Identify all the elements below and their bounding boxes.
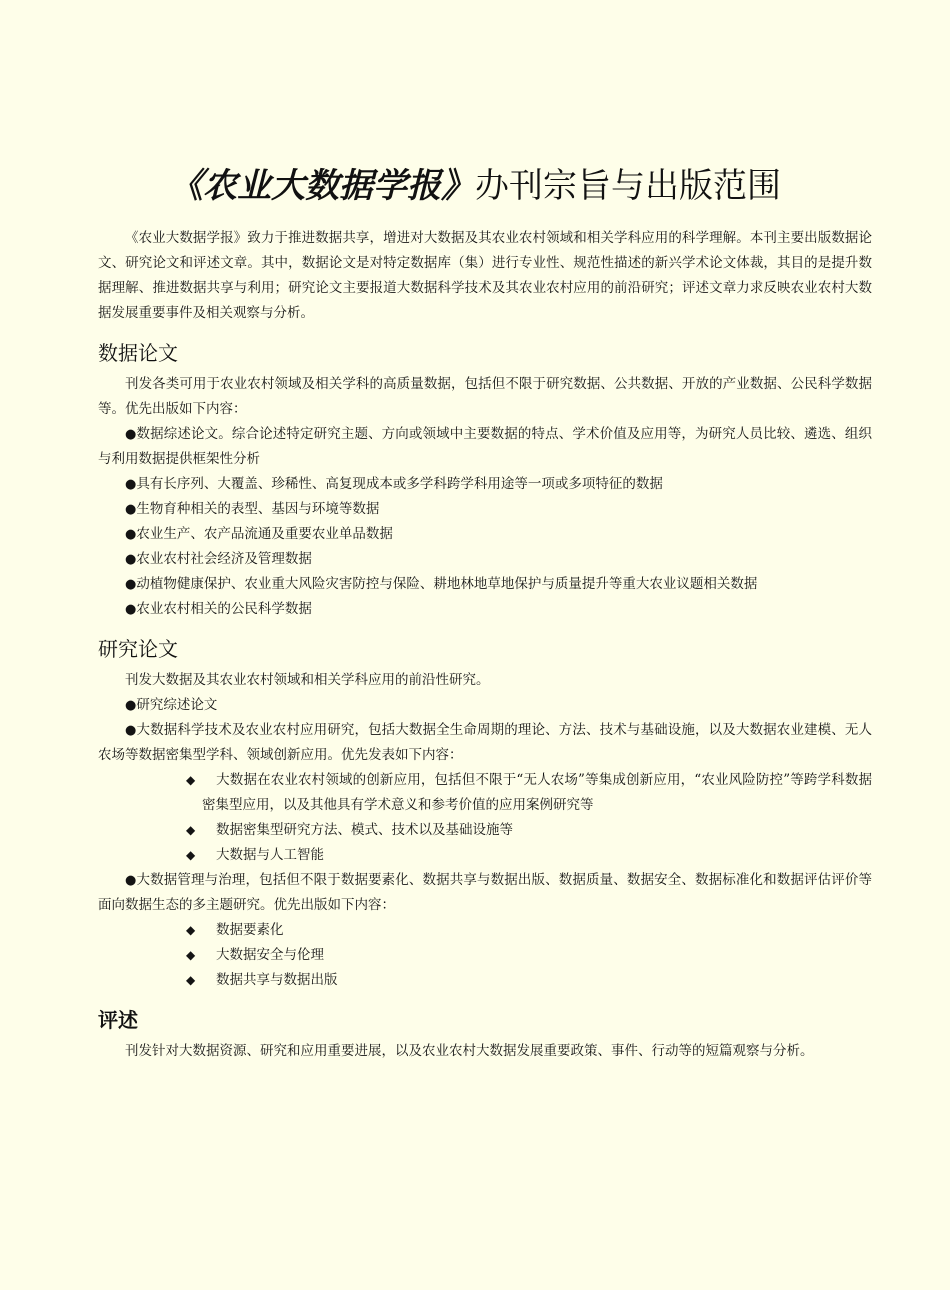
review-heading: 评述: [98, 1008, 138, 1032]
bullet-icon: ●: [125, 427, 137, 442]
research-paper-item: ●研究综述论文: [125, 697, 218, 713]
diamond-bullet-icon: ◆: [186, 773, 196, 787]
bullet-icon: ●: [125, 698, 137, 713]
research-paper-subitem: ◆ 数据密集型研究方法、模式、技术以及基础设施等: [186, 818, 872, 843]
data-paper-item: ●农业生产、农产品流通及重要农业单品数据: [125, 526, 393, 542]
data-paper-item: ●农业农村相关的公民科学数据: [125, 601, 312, 617]
bullet-icon: ●: [125, 873, 137, 888]
diamond-bullet-icon: ◆: [186, 948, 196, 962]
research-paper-subitem: ◆ 数据共享与数据出版: [186, 968, 872, 993]
bullet-icon: ●: [125, 552, 137, 567]
research-paper-heading: 研究论文: [98, 637, 178, 661]
intro-paragraph: 《农业大数据学报》致力于推进数据共享，增进对大数据及其农业农村领域和相关学科应用的科学理解。本刊主要出版数据论文、研究论文和评述文章。其中，数据论文是对特定数据库（集）进行专业性、规范性描述的新兴学术论文体裁，其目的是提升数据理解、推进数据共享与利用；研究论文主要报道大数据科学技术及其农业农村应用的前沿研究；评述文章力求反映农业农村大数据发展重要事件及相关观察与分析。: [98, 230, 872, 321]
data-paper-heading: 数据论文: [98, 341, 178, 365]
research-paper-item: ●大数据科学技术及农业农村应用研究，包括大数据全生命周期的理论、方法、技术与基础设施，以及大数据农业建模、无人农场等数据密集型学科、领域创新应用。优先发表如下内容：: [98, 722, 873, 763]
data-paper-item: ●数据综述论文。综合论述特定研究主题、方向或领域中主要数据的特点、学术价值及应用等，为研究人员比较、遴选、组织与利用数据提供框架性分析: [98, 426, 873, 467]
diamond-bullet-icon: ◆: [186, 848, 196, 862]
bullet-icon: ●: [125, 602, 137, 617]
diamond-bullet-icon: ◆: [186, 973, 196, 987]
bullet-icon: ●: [125, 477, 137, 492]
research-paper-subitem: ◆ 大数据在农业农村领域的创新应用，包括但不限于“无人农场”等集成创新应用，“农业风险防控”等跨学科数据密集型应用，以及其他具有学术意义和参考价值的应用案例研究等: [186, 768, 872, 818]
diamond-bullet-icon: ◆: [186, 923, 196, 937]
bullet-icon: ●: [125, 577, 137, 592]
research-paper-subitem: ◆ 大数据与人工智能: [186, 843, 872, 868]
research-paper-item: ●大数据管理与治理，包括但不限于数据要素化、数据共享与数据出版、数据质量、数据安全、数据标准化和数据评估评价等面向数据生态的多主题研究。优先出版如下内容：: [98, 872, 873, 913]
diamond-bullet-icon: ◆: [186, 823, 196, 837]
page-title: [0, 163, 950, 209]
article-body: [98, 226, 872, 1064]
journal-name: 《农业大数据学报》: [169, 166, 475, 206]
bullet-icon: ●: [125, 527, 137, 542]
title-rest: 办刊宗旨与出版范围: [475, 166, 781, 206]
research-paper-subitem: ◆ 大数据安全与伦理: [186, 943, 872, 968]
review-intro: 刊发针对大数据资源、研究和应用重要进展，以及农业农村大数据发展重要政策、事件、行动等的短篇观察与分析。: [125, 1043, 814, 1059]
research-paper-intro: 刊发大数据及其农业农村领域和相关学科应用的前沿性研究。: [125, 672, 490, 688]
data-paper-item: ●生物育种相关的表型、基因与环境等数据: [125, 501, 380, 517]
data-paper-item: ●农业农村社会经济及管理数据: [125, 551, 312, 567]
data-paper-item: ●动植物健康保护、农业重大风险灾害防控与保险、耕地林地草地保护与质量提升等重大农业议题相关数据: [125, 576, 758, 592]
research-paper-subitem: ◆ 数据要素化: [186, 918, 872, 943]
bullet-icon: ●: [125, 723, 137, 738]
data-paper-intro: 刊发各类可用于农业农村领域及相关学科的高质量数据，包括但不限于研究数据、公共数据、开放的产业数据、公民科学数据等。优先出版如下内容：: [98, 376, 872, 417]
bullet-icon: ●: [125, 502, 137, 517]
data-paper-item: ●具有长序列、大覆盖、珍稀性、高复现成本或多学科跨学科用途等一项或多项特征的数据: [125, 476, 663, 492]
